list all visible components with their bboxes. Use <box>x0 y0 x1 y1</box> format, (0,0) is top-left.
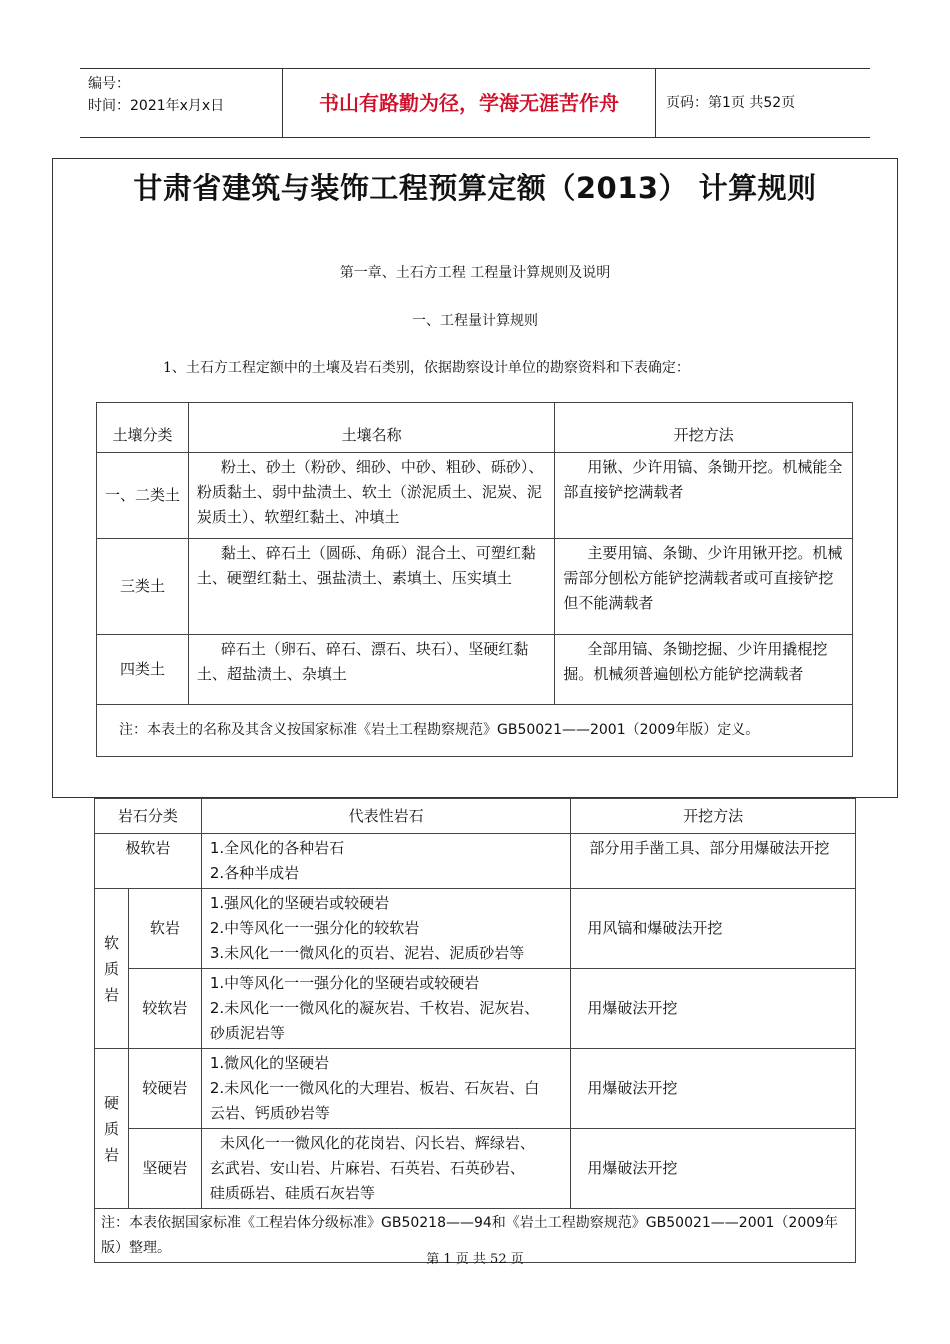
rock-examples <box>201 969 570 1049</box>
rock-examples <box>201 1129 570 1209</box>
rock-header-category: 岩石分类 <box>95 799 202 834</box>
section-heading: 一、工程量计算规则 <box>412 313 538 329</box>
rock-category: 较硬岩 <box>128 1049 201 1129</box>
rock-header-rocks: 代表性岩石 <box>201 799 570 834</box>
soil-names: 粉土、砂土（粉砂、细砂、中砂、粗砂、砾砂）、粉质黏土、弱中盐渍土、软土（淤泥质土、泥炭、泥炭质土）、软塑红黏土、冲填土 <box>188 453 554 539</box>
soil-header-method: 开挖方法 <box>555 403 853 453</box>
document-header <box>80 68 870 138</box>
group-char: 软 <box>103 933 119 952</box>
soil-names: 碎石土（卵石、碎石、漂石、块石）、坚硬红黏土、超盐渍土、杂填土 <box>188 635 554 705</box>
rock-method: 用爆破法开挖 <box>571 1129 856 1209</box>
group-char: 岩 <box>103 1145 119 1164</box>
chapter-heading: 第一章、土石方工程 工程量计算规则及说明 <box>339 265 611 281</box>
rock-examples <box>201 834 570 889</box>
rock-method: 用风镐和爆破法开挖 <box>571 889 856 969</box>
rock-header-method: 开挖方法 <box>571 799 856 834</box>
rock-example-line: 云岩、钙质砂岩等 <box>209 1104 330 1122</box>
rock-example-line: 2.中等风化一一强分化的较软岩 <box>209 919 420 937</box>
rock-method: 用爆破法开挖 <box>571 969 856 1049</box>
soil-table <box>96 402 853 757</box>
rock-examples <box>201 889 570 969</box>
rock-examples <box>201 1049 570 1129</box>
rock-example-line: 2.各种半成岩 <box>209 864 300 882</box>
soil-header-names: 土壤名称 <box>188 403 554 453</box>
rock-example-line: 2.未风化一一微风化的大理岩、板岩、石灰岩、白 <box>209 1079 540 1097</box>
motto: 书山有路勤为径，学海无涯苦作舟 <box>282 69 656 137</box>
group-char: 质 <box>103 1119 119 1138</box>
soil-category: 一、二类土 <box>97 453 189 539</box>
page-info: 页码：第1页 共52页 <box>666 95 796 111</box>
number-label: 编号： <box>88 76 130 92</box>
rock-example-line: 1.全风化的各种岩石 <box>209 839 345 857</box>
group-char: 岩 <box>103 985 119 1004</box>
rock-method: 用爆破法开挖 <box>571 1049 856 1129</box>
group-char: 质 <box>103 959 119 978</box>
group-char: 硬 <box>103 1093 119 1112</box>
rock-category: 较软岩 <box>128 969 201 1049</box>
rock-example-line: 3.未风化一一微风化的页岩、泥岩、泥质砂岩等 <box>209 944 525 962</box>
soil-names: 黏土、碎石土（圆砾、角砾）混合土、可塑红黏土、硬塑红黏土、强盐渍土、素填土、压实填土 <box>188 539 554 635</box>
header-meta <box>80 69 282 137</box>
soil-table-note: 注：本表土的名称及其含义按国家标准《岩土工程勘察规范》GB50021——2001（2009年版）定义。 <box>97 705 853 757</box>
rock-category: 软岩 <box>128 889 201 969</box>
soil-method: 全部用镐、条锄挖掘、少许用撬棍挖掘。机械须普遍刨松方能铲挖满载者 <box>555 635 853 705</box>
soil-category: 三类土 <box>97 539 189 635</box>
soil-category: 四类土 <box>97 635 189 705</box>
soil-header-category: 土壤分类 <box>97 403 189 453</box>
rock-example-line: 1.微风化的坚硬岩 <box>209 1054 330 1072</box>
rock-example-line: 玄武岩、安山岩、片麻岩、石英岩、石英砂岩、 <box>209 1159 525 1177</box>
rock-example-line: 1.强风化的坚硬岩或较硬岩 <box>209 894 390 912</box>
rock-category: 坚硬岩 <box>128 1129 201 1209</box>
rock-example-line: 2.未风化一一微风化的凝灰岩、千枚岩、泥灰岩、 <box>209 999 540 1017</box>
document-title: 甘肃省建筑与装饰工程预算定额（2013） 计算规则 <box>133 171 817 205</box>
hard-rock-group <box>95 1049 129 1209</box>
page-footer: 第 1 页 共 52 页 <box>426 1252 524 1267</box>
rock-example-line: 硅质砾岩、硅质石灰岩等 <box>209 1184 375 1202</box>
rock-category: 极软岩 <box>95 834 202 889</box>
time-label: 时间：2021年x月x日 <box>88 98 225 114</box>
soil-method: 用锹、少许用镐、条锄开挖。机械能全部直接铲挖满载者 <box>555 453 853 539</box>
rock-method: 部分用手凿工具、部分用爆破法开挖 <box>571 834 856 889</box>
rock-example-line: 未风化一一微风化的花岗岩、闪长岩、辉绿岩、 <box>219 1134 535 1152</box>
paragraph-1: 1、土石方工程定额中的土壤及岩石类别，依据勘察设计单位的勘察资料和下表确定： <box>163 360 690 376</box>
rock-example-line: 砂质泥岩等 <box>209 1024 285 1042</box>
soil-method: 主要用镐、条锄、少许用锹开挖。机械需部分刨松方能铲挖满载者或可直接铲挖但不能满载者 <box>555 539 853 635</box>
soft-rock-group <box>95 889 129 1049</box>
rock-example-line: 1.中等风化一一强分化的坚硬岩或较硬岩 <box>209 974 480 992</box>
rock-table <box>94 798 856 1263</box>
rock-table-note: 注：本表依据国家标准《工程岩体分级标准》GB50218——94和《岩土工程勘察规范》GB50021——2001（2009年版）整理。 <box>95 1209 856 1263</box>
